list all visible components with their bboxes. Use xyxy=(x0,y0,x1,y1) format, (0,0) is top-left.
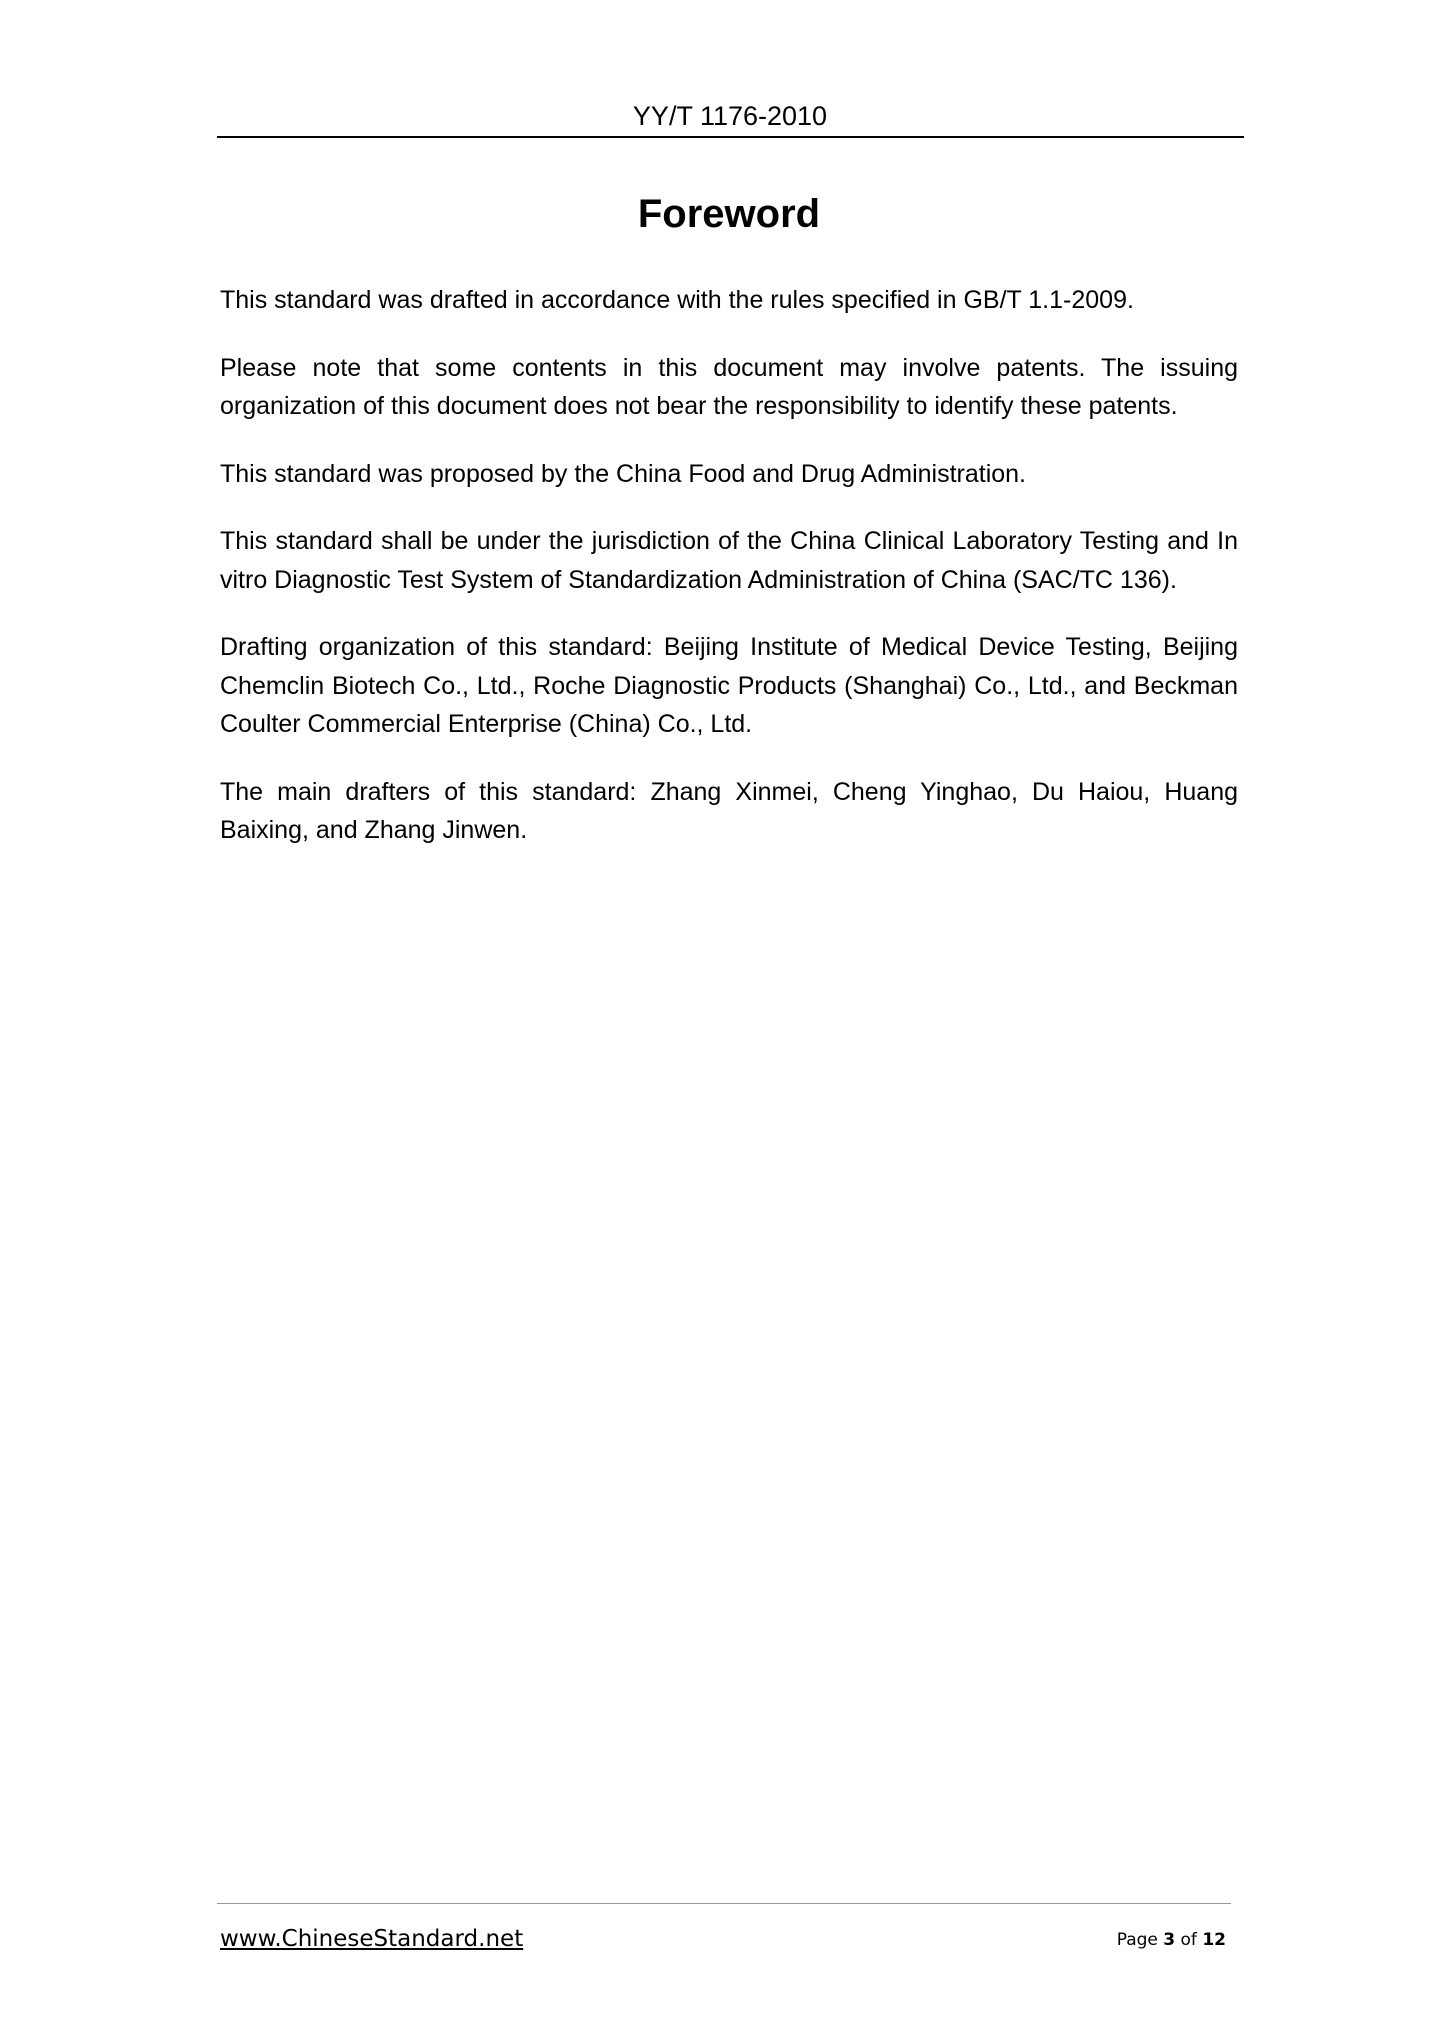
footer-divider xyxy=(217,1903,1231,1904)
paragraph-main-drafters: The main drafters of this standard: Zhang Xinmei, Cheng Yinghao, Du Haiou, Huang Baixing, and Zhang Jinwen. xyxy=(220,777,1238,844)
page-number xyxy=(1117,1928,1226,1952)
paragraph-drafting-rules: This standard was drafted in accordance with the rules specified in GB/T 1.1-2009. xyxy=(220,286,1134,314)
header-divider xyxy=(217,136,1244,138)
page-total: 12 xyxy=(1202,1930,1226,1950)
website-link[interactable]: www.ChineseStandard.net xyxy=(220,1926,524,1952)
paragraph-patents-notice: Please note that some contents in this document may involve patents. The issuing organization of this document does not bear the responsibility to identify these patents. xyxy=(220,353,1238,420)
paragraph-jurisdiction: This standard shall be under the jurisdiction of the China Clinical Laboratory Testing and In vitro Diagnostic Test System of Standardization Administration of China (SAC/TC 136). xyxy=(220,527,1238,594)
page-prefix: Page xyxy=(1116,1930,1158,1950)
standard-code-header: YY/T 1176-2010 xyxy=(632,101,828,131)
paragraph-proposed-by: This standard was proposed by the China Food and Drug Administration. xyxy=(220,459,1027,488)
paragraph-drafting-organizations: Drafting organization of this standard: Beijing Institute of Medical Device Testing, Beijing Chemclin Biotech Co., Ltd., Roche Diagnostic Products (Shanghai) Co., Ltd., and Beckman Coulter Commercial Enterprise (China) Co., Ltd. xyxy=(220,633,1238,738)
foreword-body xyxy=(220,281,1238,879)
page-title: Foreword xyxy=(637,192,821,236)
page-separator: of xyxy=(1180,1930,1197,1950)
page-current: 3 xyxy=(1163,1930,1176,1950)
